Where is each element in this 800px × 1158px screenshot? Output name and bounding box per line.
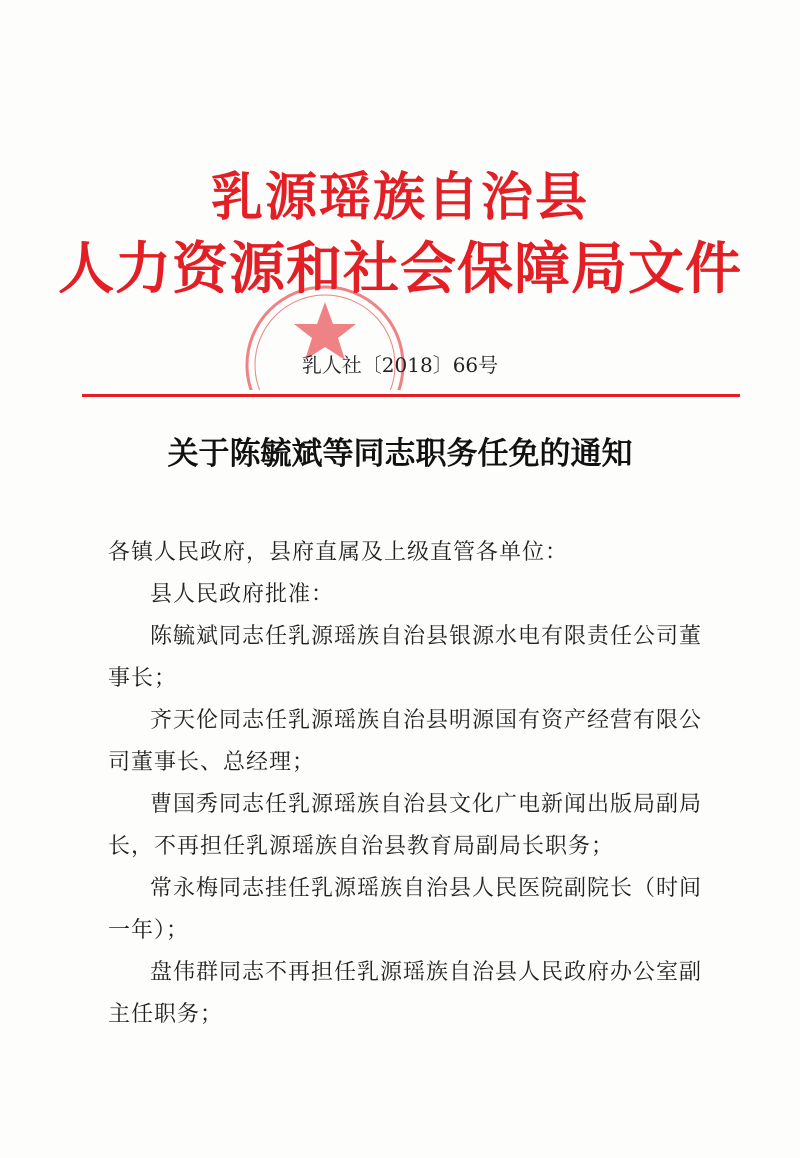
body-paragraph-line: 司董事长、总经理； <box>108 750 316 775</box>
issuer-header-line2: 人力资源和社会保障局文件 <box>58 237 742 302</box>
document-number: 乳人社〔2018〕66号 <box>301 353 499 377</box>
body-paragraph-line: 事长； <box>108 666 178 691</box>
document-title: 关于陈毓斌等同志职务任免的通知 <box>167 436 633 472</box>
red-divider-line <box>82 394 740 397</box>
body-paragraph-line: 齐天伦同志任乳源瑶族自治县明源国有资产经营有限公 <box>150 708 703 733</box>
body-paragraph-line: 曹国秀同志任乳源瑶族自治县文化广电新闻出版局副局 <box>150 792 703 817</box>
body-paragraph-line: 主任职务； <box>108 1002 224 1027</box>
body-paragraph-line: 一年）； <box>108 918 190 943</box>
body-paragraph-line: 长，不再担任乳源瑶族自治县教育局副局长职务； <box>108 834 615 859</box>
body-paragraph-line: 盘伟群同志不再担任乳源瑶族自治县人民政府办公室副 <box>150 960 703 985</box>
body-paragraph-line: 常永梅同志挂任乳源瑶族自治县人民医院副院长（时间 <box>150 876 703 901</box>
body-paragraph-line: 县人民政府批准： <box>150 582 335 607</box>
issuer-header-line1: 乳源瑶族自治县 <box>210 168 589 228</box>
addressee-line: 各镇人民政府，县府直属及上级直管各单位： <box>108 540 569 565</box>
body-paragraph-line: 陈毓斌同志任乳源瑶族自治县银源水电有限责任公司董 <box>150 624 703 649</box>
